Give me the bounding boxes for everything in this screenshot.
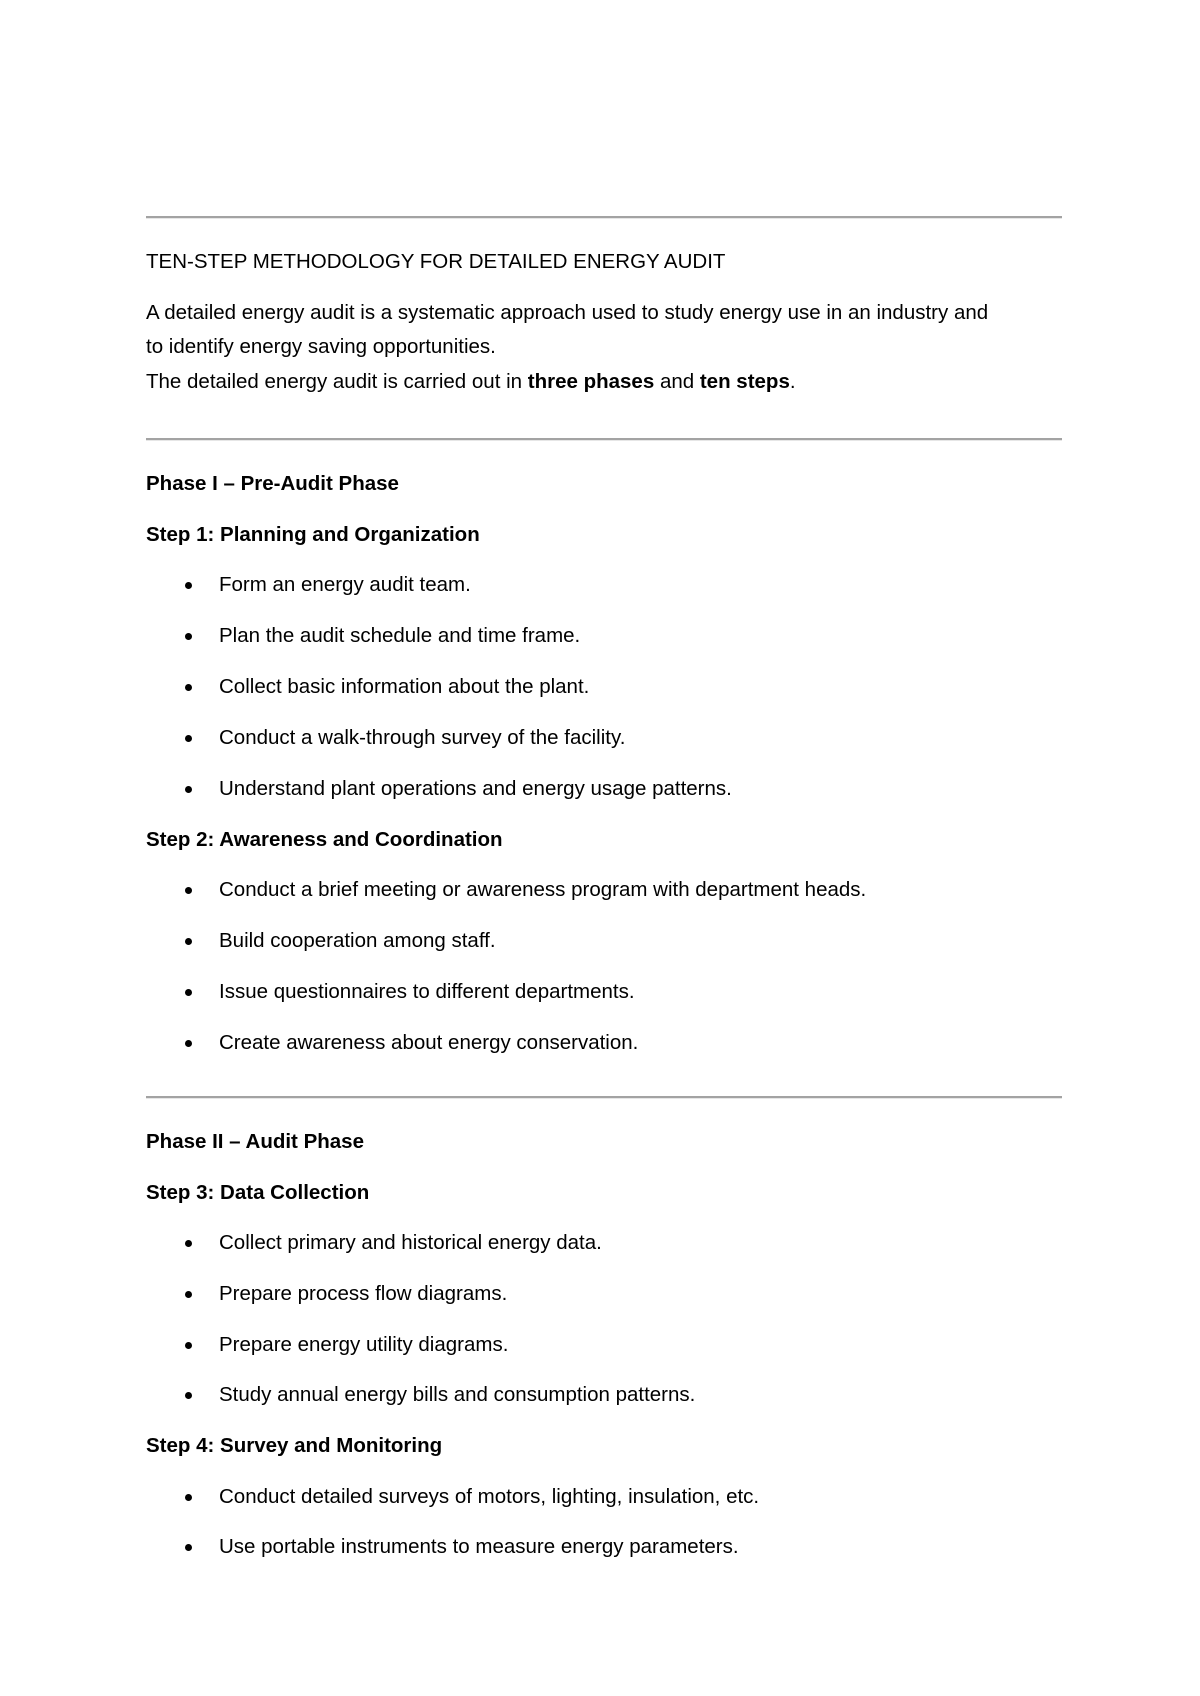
intro-line-1: A detailed energy audit is a systematic approach used to study energy use in an industry and xyxy=(146,301,989,324)
list-item: Plan the audit schedule and time frame. xyxy=(219,624,581,647)
list-item: Understand plant operations and energy usage patterns. xyxy=(219,777,732,800)
step-4-heading: Step 4: Survey and Monitoring xyxy=(146,1434,443,1457)
bullet-icon xyxy=(185,633,192,640)
list-item: Collect basic information about the plant. xyxy=(219,675,590,698)
document-title: TEN-STEP METHODOLOGY FOR DETAILED ENERGY AUDIT xyxy=(146,250,726,273)
horizontal-rule xyxy=(146,216,1062,219)
bullet-icon xyxy=(185,1494,192,1501)
bullet-icon xyxy=(185,1342,192,1349)
step-1-heading: Step 1: Planning and Organization xyxy=(146,523,480,546)
list-item: Prepare process flow diagrams. xyxy=(219,1282,508,1305)
bullet-icon xyxy=(185,1240,192,1247)
bullet-icon xyxy=(185,1392,192,1399)
phase-2-heading: Phase II – Audit Phase xyxy=(146,1130,364,1153)
intro-line-2: to identify energy saving opportunities. xyxy=(146,335,496,358)
step-2-heading: Step 2: Awareness and Coordination xyxy=(146,828,503,851)
bullet-icon xyxy=(185,582,192,589)
list-item: Create awareness about energy conservation. xyxy=(219,1031,639,1054)
bullet-icon xyxy=(185,735,192,742)
list-item: Collect primary and historical energy data. xyxy=(219,1231,602,1254)
intro-line-3: The detailed energy audit is carried out in three phases and ten steps. xyxy=(146,370,796,393)
list-item: Conduct a brief meeting or awareness program with department heads. xyxy=(219,878,867,901)
list-item: Prepare energy utility diagrams. xyxy=(219,1333,509,1356)
horizontal-rule xyxy=(146,438,1062,441)
bullet-icon xyxy=(185,1291,192,1298)
horizontal-rule xyxy=(146,1096,1062,1099)
list-item: Form an energy audit team. xyxy=(219,573,471,596)
list-item: Issue questionnaires to different departments. xyxy=(219,980,635,1003)
list-item: Conduct detailed surveys of motors, lighting, insulation, etc. xyxy=(219,1485,760,1508)
step-3-heading: Step 3: Data Collection xyxy=(146,1181,370,1204)
bullet-icon xyxy=(185,887,192,894)
list-item: Build cooperation among staff. xyxy=(219,929,496,952)
bullet-icon xyxy=(185,1544,192,1551)
bold-ten-steps: ten steps xyxy=(699,370,790,393)
list-item: Study annual energy bills and consumption patterns. xyxy=(219,1383,696,1406)
bullet-icon xyxy=(185,989,192,996)
list-item: Use portable instruments to measure energy parameters. xyxy=(219,1535,739,1558)
bullet-icon xyxy=(185,938,192,945)
bullet-icon xyxy=(185,786,192,793)
list-item: Conduct a walk-through survey of the facility. xyxy=(219,726,626,749)
bullet-icon xyxy=(185,684,192,691)
bullet-icon xyxy=(185,1040,192,1047)
phase-1-heading: Phase I – Pre-Audit Phase xyxy=(146,472,399,495)
bold-three-phases: three phases xyxy=(527,370,655,393)
